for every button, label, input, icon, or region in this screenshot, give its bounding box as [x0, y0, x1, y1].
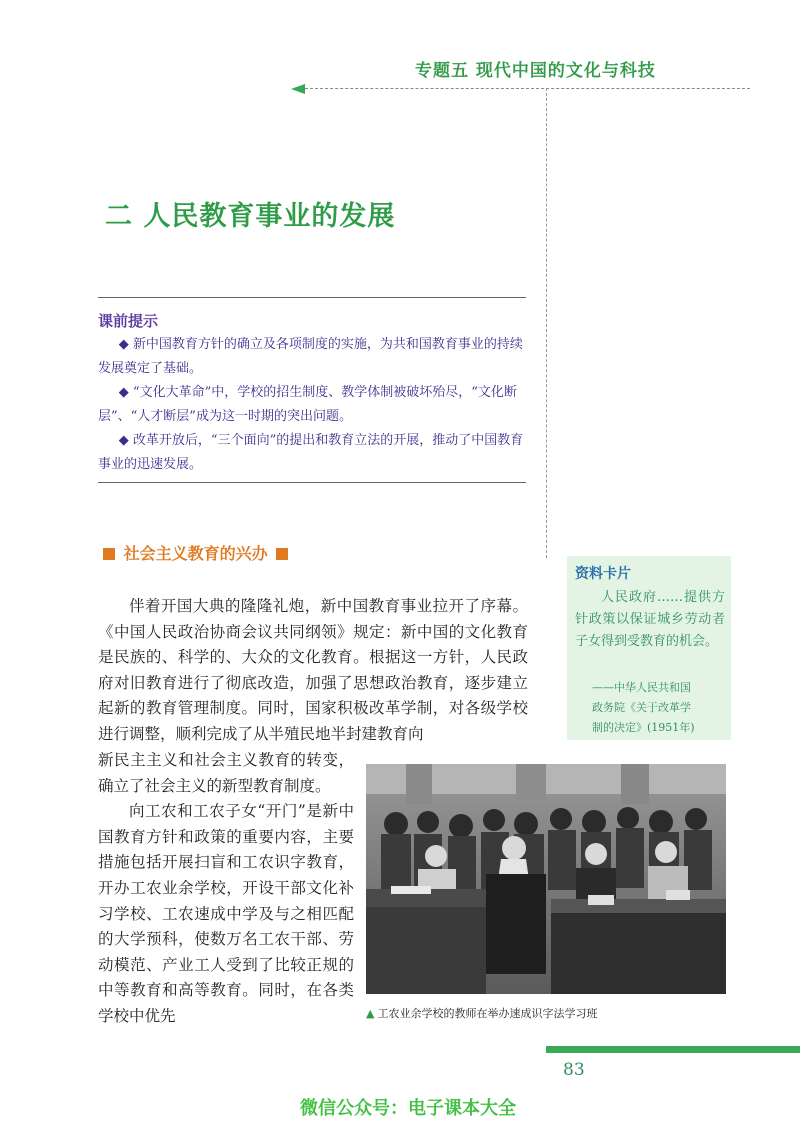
info-card-source [592, 678, 727, 738]
chapter-header: 专题五 现代中国的文化与科技 [415, 61, 656, 81]
tips-item: ◆ “文化大革命”中，学校的招生制度、教学体制被破坏殆尽，“文化断层”、“人才断层”成为这一时期的突出问题。 [98, 385, 517, 424]
tips-heading: 课前提示 [98, 312, 159, 330]
triangle-marker-icon: ▲ [366, 1007, 375, 1020]
header-divider [305, 88, 750, 89]
section-heading-text: 社会主义教育的兴办 [123, 544, 268, 563]
photo-illustration [366, 764, 726, 994]
paragraph-text: 向工农和工农子女“开门”是新中国教育方针和政策的重要内容，主要措施包括开展扫盲和工农识字教育，开办工农业余学校，开设干部文化补习学校、工农速成中学及与之相匹配的大学预科，使数万名工农干部、劳动模范、产业工人受到了比较正规的中等教育和高等教育。同时，在各类学校中优先 [98, 802, 354, 1025]
tips-item: ◆ 新中国教育方针的确立及各项制度的实施，为共和国教育事业的持续发展奠定了基础。 [98, 337, 523, 376]
quote-text: 人民政府……提供方针政策以保证城乡劳动者子女得到受教育的机会。 [575, 590, 725, 649]
page-number: 83 [563, 1060, 585, 1080]
photo-caption [366, 1005, 597, 1021]
paragraph-text: 伴着开国大典的隆隆礼炮，新中国教育事业拉开了序幕。《中国人民政治协商会议共同纲领》规定：新中国的文化教育是民族的、科学的、大众的文化教育。根据这一方针，人民政府对旧教育进行了彻底改造，加强了思想政治教育，逐步建立起新的教育管理制度。同时，国家积极改革学制，对各级学校进行调整，顺利完成了从半殖民地半封建教育向 [98, 597, 528, 743]
info-card-quote [575, 587, 725, 653]
section-heading [100, 541, 291, 564]
square-bullet-icon [103, 548, 115, 560]
arrow-left-icon [291, 84, 305, 94]
source-line: 政务院《关于改革学 [592, 701, 691, 714]
column-divider [546, 88, 547, 558]
watermark: 微信公众号：电子课本大全 [300, 1098, 516, 1119]
classroom-photo [366, 764, 726, 994]
source-line: 制的决定》(1951年) [592, 721, 695, 734]
tips-top-rule [98, 297, 526, 298]
tips-item: ◆ 改革开放后，“三个面向”的提出和教育立法的开展，推动了中国教育事业的迅速发展。 [98, 433, 524, 472]
source-line: ——中华人民共和国 [592, 681, 691, 694]
caption-text: 工农业余学校的教师在举办速成识字法学习班 [377, 1007, 598, 1020]
body-paragraph-1 [98, 594, 528, 748]
footer-bar [546, 1046, 800, 1053]
tips-bottom-rule [98, 482, 526, 483]
square-bullet-icon [276, 548, 288, 560]
paragraph-text: 新民主主义和社会主义教育的转变，确立了社会主义的新型教育制度。 [98, 751, 354, 795]
tips-list [98, 333, 528, 477]
body-column-narrow [98, 748, 354, 1030]
info-card-heading: 资料卡片 [575, 566, 631, 582]
lesson-title: 二 人民教育事业的发展 [105, 201, 396, 232]
